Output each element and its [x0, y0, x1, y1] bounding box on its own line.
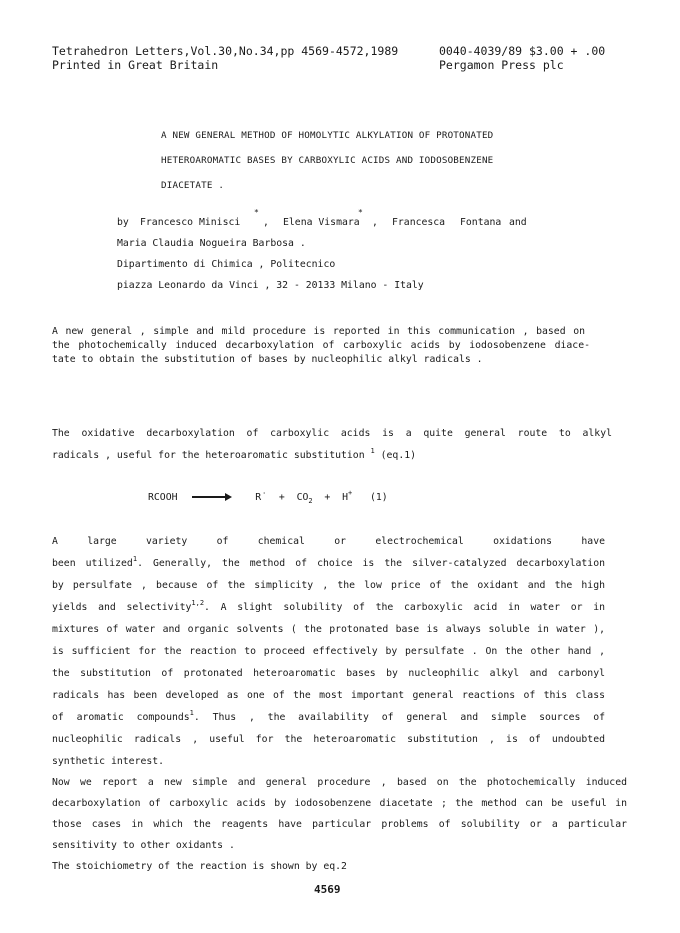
- text: of aromatic compounds: [52, 712, 190, 723]
- body-line-8: radicals has been developed as one of the most important general reactions of this class: [52, 690, 605, 701]
- body-line-6: is sufficient for the reaction to proceed effectively by persulfate . On the other hand ,: [52, 646, 605, 657]
- author-fontana-first: Francesca: [392, 217, 446, 228]
- body-line-5: mixtures of water and organic solvents ( the protonated base is always soluble in water ),: [52, 624, 605, 635]
- equation-1: [148, 489, 388, 505]
- text: yields and selectivity: [52, 602, 192, 613]
- author-minisci: Francesco Minisci: [140, 217, 241, 228]
- author-barbosa: Maria Claudia Nogueira Barbosa .: [117, 238, 306, 249]
- body-line-9: [52, 709, 605, 723]
- equation-number: (1): [369, 492, 388, 503]
- alkyl-radical: R˙: [255, 492, 268, 503]
- body-line-16: The stoichiometry of the reaction is shown by eq.2: [52, 861, 347, 872]
- author-and: and: [509, 217, 527, 228]
- body-line-2: [52, 555, 605, 569]
- abstract-line-1: A new general , simple and mild procedure is reported in this communication , based on: [52, 326, 585, 337]
- title-line-1: A NEW GENERAL METHOD OF HOMOLYTIC ALKYLATION OF PROTONATED: [161, 130, 494, 141]
- journal-citation: Tetrahedron Letters,Vol.30,No.34,pp 4569-4572,1989: [52, 44, 399, 58]
- intro-line-1: The oxidative decarboxylation of carboxylic acids is a quite general route to alkyl: [52, 428, 612, 439]
- plus-sign: +: [324, 492, 331, 503]
- reactant: RCOOH: [148, 492, 178, 503]
- subscript-2: 2: [308, 497, 313, 505]
- text: . A slight solubility of the carboxylic acid in water or in: [204, 602, 605, 613]
- author-separator-2: ,: [372, 217, 378, 228]
- reaction-arrow-icon: [192, 496, 230, 498]
- body-line-12: Now we report a new simple and general procedure , based on the photochemically induced: [52, 777, 627, 788]
- reference-1: 1: [132, 555, 138, 563]
- printed-location: Printed in Great Britain: [52, 58, 219, 72]
- equation-ref: (eq.1): [380, 450, 417, 461]
- body-line-7: the substitution of protonated heteroaromatic bases by nucleophilic alkyl and carbonyl: [52, 668, 605, 679]
- text: . Thus , the availability of general and simple sources of: [193, 712, 605, 723]
- intro-text: radicals , useful for the heteroaromatic substitution: [52, 450, 365, 461]
- page-number: 4569: [314, 883, 341, 896]
- plus-sign: +: [278, 492, 285, 503]
- article-code: 0040-4039/89 $3.00 + .00: [439, 44, 606, 58]
- reference-1: 1: [370, 447, 375, 455]
- corresponding-star-2: *: [358, 208, 363, 217]
- title-line-2: HETEROAROMATIC BASES BY CARBOXYLIC ACIDS AND IODOSOBENZENE: [161, 155, 494, 166]
- carbon-dioxide: CO: [296, 492, 309, 503]
- author-by: by: [117, 217, 129, 228]
- body-line-1: A large variety of chemical or electrochemical oxidations have: [52, 536, 605, 547]
- body-line-14: those cases in which the reagents have particular problems of solubility or a particular: [52, 819, 627, 830]
- body-line-15: sensitivity to other oxidants .: [52, 840, 235, 851]
- body-line-4: [52, 599, 605, 613]
- affiliation-dept: Dipartimento di Chimica , Politecnico: [117, 259, 336, 270]
- intro-line-2: [52, 447, 417, 461]
- reference-1-2: 1,2: [191, 599, 205, 607]
- abstract-line-2: the photochemically induced decarboxylation of carboxylic acids by iodosobenzene diace-: [52, 340, 590, 351]
- author-separator-1: ,: [263, 217, 269, 228]
- text: been utilized: [52, 558, 133, 569]
- text: . Generally, the method of choice is the silver-catalyzed decarboxylation: [137, 558, 605, 569]
- affiliation-address: piazza Leonardo da Vinci , 32 - 20133 Milano - Italy: [117, 280, 424, 291]
- body-line-11: synthetic interest.: [52, 756, 165, 767]
- author-fontana-last: Fontana: [460, 217, 502, 228]
- proton: H: [342, 492, 349, 503]
- publisher: Pergamon Press plc: [439, 58, 564, 72]
- abstract-line-3: tate to obtain the substitution of bases by nucleophilic alkyl radicals .: [52, 354, 483, 365]
- author-vismara: Elena Vismara: [283, 217, 360, 228]
- reference-1: 1: [189, 709, 194, 717]
- title-line-3: DIACETATE .: [161, 180, 225, 191]
- body-line-10: nucleophilic radicals , useful for the heteroaromatic substitution , is of undoubted: [52, 734, 605, 745]
- authors-line: [117, 208, 527, 231]
- body-line-3: by persulfate , because of the simplicity , the low price of the oxidant and the high: [52, 580, 605, 591]
- body-line-13: decarboxylation of carboxylic acids by iodosobenzene diacetate ; the method can be useful in: [52, 798, 627, 809]
- corresponding-star-1: *: [254, 208, 259, 217]
- superscript-plus: +: [348, 489, 353, 497]
